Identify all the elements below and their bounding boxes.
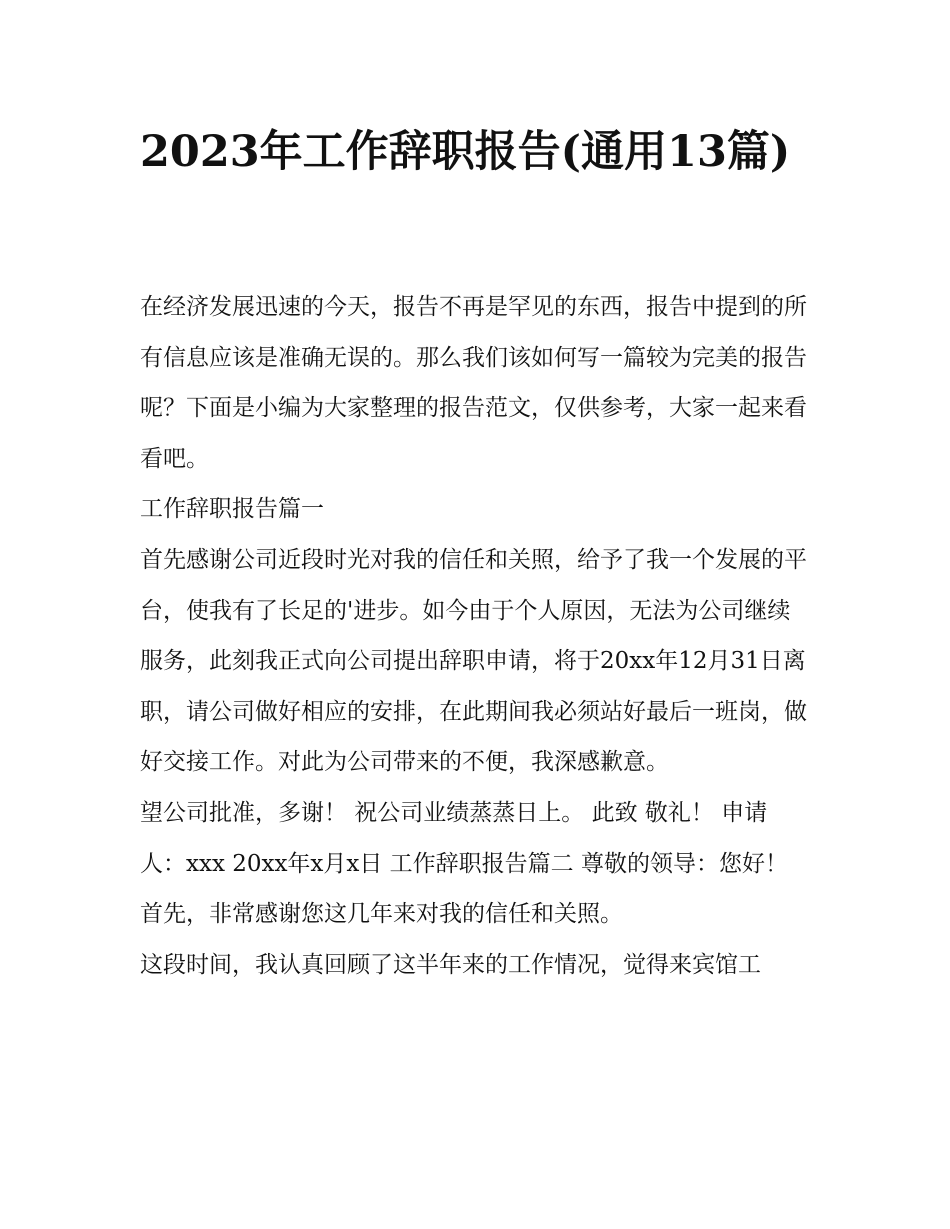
body-paragraph: 这段时间，我认真回顾了这半年来的工作情况，觉得来宾馆工 xyxy=(140,951,761,978)
intro-paragraph: 在经济发展迅速的今天，报告不再是罕见的东西，报告中提到的所有信息应该是准确无误的。那么我们该如何写一篇较为完美的报告呢？下面是小编为大家整理的报告范文，仅供参考，大家一起来看看吧。 xyxy=(140,294,807,472)
document-title: 2023年工作辞职报告(通用13篇) xyxy=(140,127,791,177)
body-paragraph: 望公司批准，多谢！ 祝公司业绩蒸蒸日上。 此致 敬礼！ 申请人：xxx 20xx年x月x日 工作辞职报告篇二 尊敬的领导：您好！ xyxy=(140,799,788,877)
section-heading-1: 工作辞职报告篇一 xyxy=(140,496,324,523)
body-paragraph: 首先，非常感谢您这几年来对我的信任和关照。 xyxy=(140,901,623,928)
document-body xyxy=(140,282,812,990)
body-paragraph: 首先感谢公司近段时光对我的信任和关照，给予了我一个发展的平台，使我有了长足的'进步。如今由于个人原因，无法为公司继续服务，此刻我正式向公司提出辞职申请，将于20xx年12月31日离职，请公司做好相应的安排，在此期间我必须站好最后一班岗，做好交接工作。对此为公司带来的不便，我深感歉意。 xyxy=(140,546,807,776)
